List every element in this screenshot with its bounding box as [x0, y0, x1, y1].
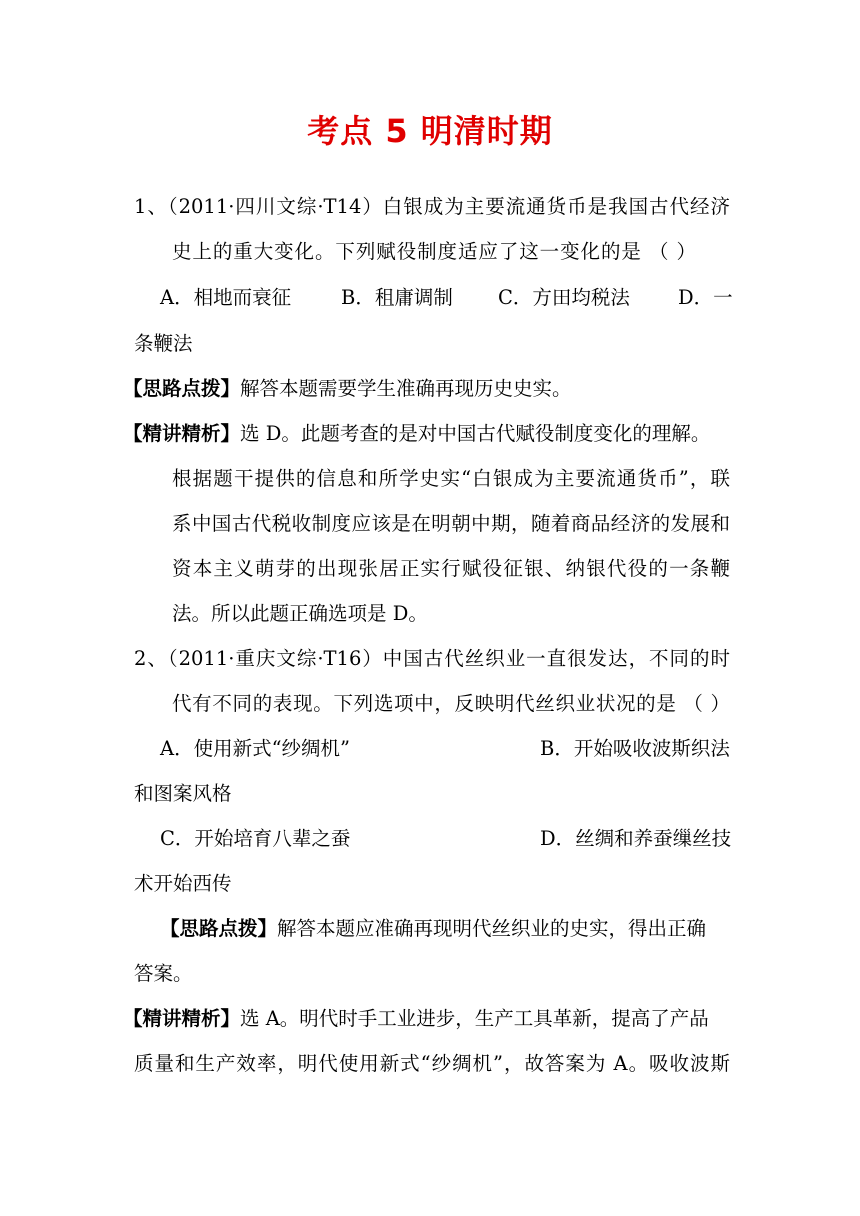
- q2-option-c: C．开始培育八辈之蚕: [160, 827, 351, 850]
- q2-option-a: A．使用新式“纱绸机”: [160, 737, 351, 760]
- page-title: 考点 5 明清时期: [307, 112, 553, 150]
- q1-option-d: D．一: [678, 286, 733, 309]
- q1-option-c: C．方田均税法: [498, 286, 630, 309]
- q2-hint: [160, 917, 706, 941]
- q2-analysis-label: 【精讲精析】: [123, 1007, 241, 1030]
- q2-analysis: [123, 1007, 709, 1031]
- q1-analysis-line-2: 根据题干提供的信息和所学史实“白银成为主要流通货币”，联: [172, 467, 730, 490]
- q1-hint-label: 【思路点拨】: [123, 377, 241, 400]
- q1-stem-line-2: 史上的重大变化。下列赋役制度适应了这一变化的是 （ ）: [172, 240, 696, 263]
- q2-analysis-line-2: 质量和生产效率，明代使用新式“纱绸机”，故答案为 A。吸收波斯: [134, 1052, 730, 1075]
- q1-analysis-line-3: 系中国古代税收制度应该是在明朝中期，随着商品经济的发展和: [172, 512, 730, 535]
- q2-hint-line-1: 解答本题应准确再现明代丝织业的史实，得出正确: [277, 917, 707, 940]
- q1-analysis-line-1: 选 D。此题考查的是对中国古代赋役制度变化的理解。: [240, 422, 711, 445]
- q1-option-a: A．相地而衰征: [160, 286, 292, 309]
- q1-option-b: B．租庸调制: [341, 286, 453, 309]
- q1-analysis-label: 【精讲精析】: [123, 422, 241, 445]
- q2-option-d: D．丝绸和养蚕缫丝技: [540, 827, 732, 850]
- q1-analysis: [123, 422, 710, 446]
- q2-stem-line-2: 代有不同的表现。下列选项中，反映明代丝织业状况的是 （ ）: [172, 692, 730, 715]
- q1-analysis-line-5: 法。所以此题正确选项是 D。: [172, 602, 428, 625]
- q2-hint-line-2: 答案。: [134, 962, 193, 985]
- q2-option-d-continued: 术开始西传: [134, 872, 232, 895]
- q2-hint-label: 【思路点拨】: [160, 917, 278, 940]
- q1-hint: [123, 377, 572, 401]
- q2-option-b-continued: 和图案风格: [134, 782, 232, 805]
- q1-option-d-continued: 条鞭法: [134, 332, 193, 355]
- q2-analysis-line-1: 选 A。明代时手工业进步，生产工具革新，提高了产品: [240, 1007, 709, 1030]
- q2-option-b: B．开始吸收波斯织法: [540, 737, 730, 760]
- q1-analysis-line-4: 资本主义萌芽的出现张居正实行赋役征银、纳银代役的一条鞭: [172, 557, 730, 580]
- q2-stem-line-1: 2、（2011·重庆文综·T16）中国古代丝织业一直很发达，不同的时: [134, 647, 730, 670]
- q1-hint-text: 解答本题需要学生准确再现历史史实。: [240, 377, 572, 400]
- q1-stem-line-1: 1、（2011·四川文综·T14）白银成为主要流通货币是我国古代经济: [134, 195, 730, 218]
